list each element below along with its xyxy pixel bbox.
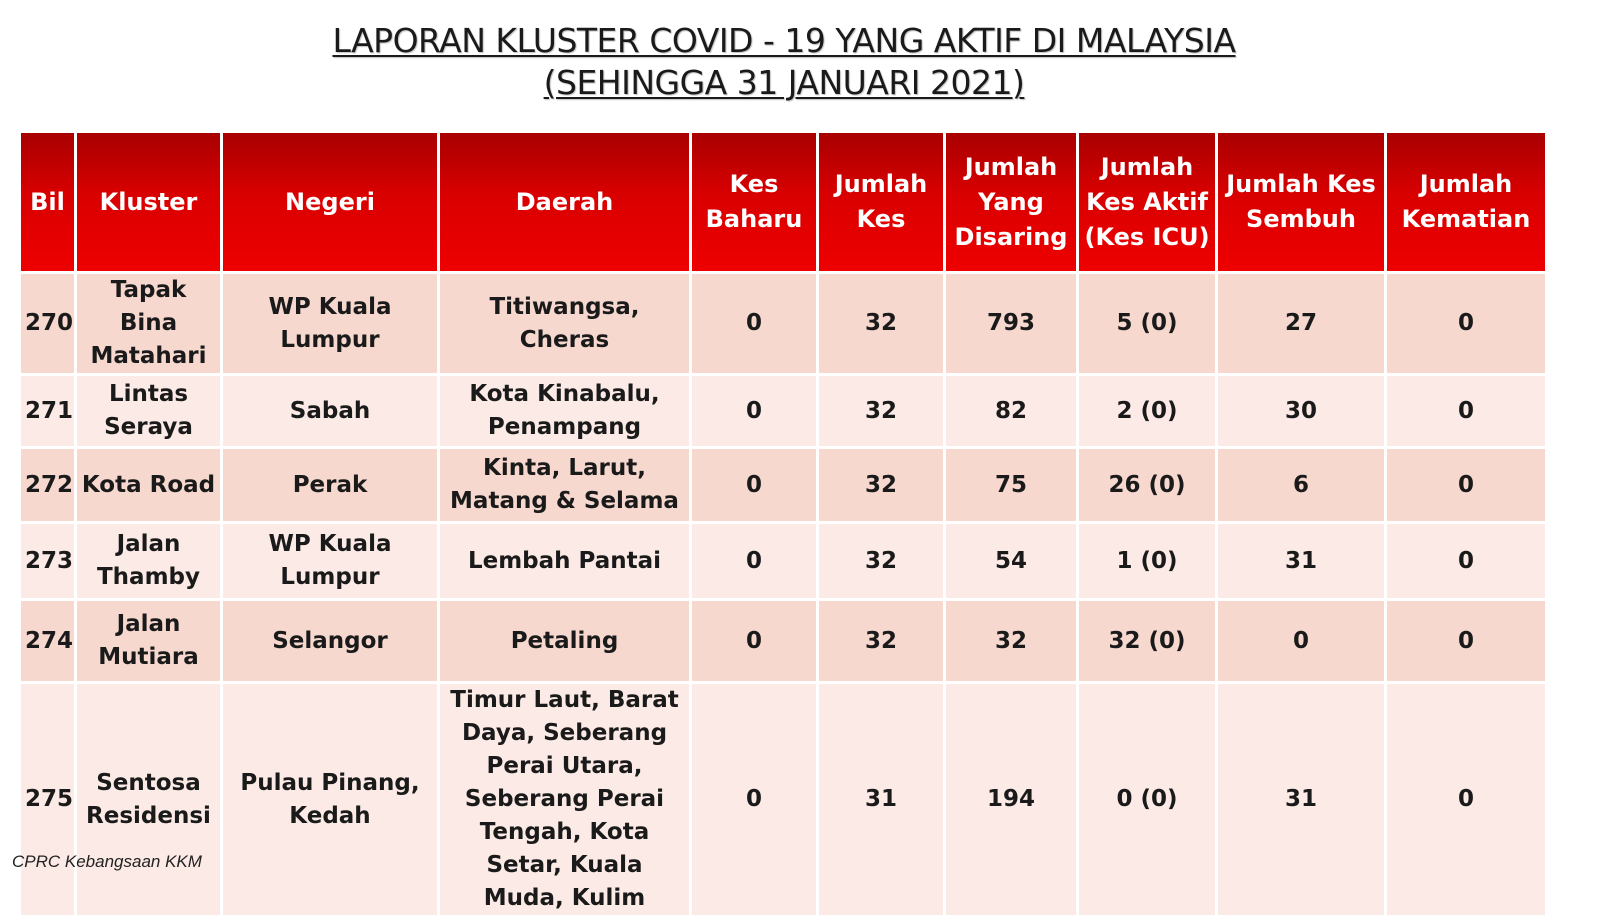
cell-jumlah-disaring: 793 — [946, 274, 1076, 373]
cell-kes-baharu: 0 — [692, 274, 816, 373]
cell-kes-baharu: 0 — [692, 684, 816, 915]
cell-jumlah-kes: 32 — [819, 449, 943, 521]
cell-jumlah-kes-sembuh: 31 — [1218, 684, 1384, 915]
cell-negeri: Sabah — [223, 376, 437, 446]
cell-negeri: WP Kuala Lumpur — [223, 274, 437, 373]
cell-kes-baharu: 0 — [692, 449, 816, 521]
table-row — [21, 274, 1545, 373]
cell-kes-baharu: 0 — [692, 524, 816, 598]
cell-jumlah-kes-aktif: 1 (0) — [1079, 524, 1215, 598]
cell-kes-baharu: 0 — [692, 376, 816, 446]
cell-daerah: Kinta, Larut, Matang & Selama — [440, 449, 689, 521]
header-jumlah-kes-sembuh: Jumlah Kes Sembuh — [1218, 133, 1384, 271]
cell-jumlah-kes-sembuh: 6 — [1218, 449, 1384, 521]
cell-bil: 273 — [21, 524, 74, 598]
table-row — [21, 524, 1545, 598]
cell-jumlah-kematian: 0 — [1387, 684, 1545, 915]
cell-jumlah-kes: 32 — [819, 601, 943, 681]
cell-negeri: Selangor — [223, 601, 437, 681]
header-bil: Bil — [21, 133, 74, 271]
report-title — [0, 20, 1568, 104]
cell-daerah: Titiwangsa, Cheras — [440, 274, 689, 373]
cell-bil: 271 — [21, 376, 74, 446]
header-kes-baharu: Kes Baharu — [692, 133, 816, 271]
cell-jumlah-disaring: 194 — [946, 684, 1076, 915]
cell-jumlah-disaring: 32 — [946, 601, 1076, 681]
cell-kes-baharu: 0 — [692, 601, 816, 681]
cell-daerah: Timur Laut, Barat Daya, Seberang Perai Utara, Seberang Perai Tengah, Kota Setar, Kuala Muda, Kulim — [440, 684, 689, 915]
cell-jumlah-kes-sembuh: 31 — [1218, 524, 1384, 598]
table-row — [21, 376, 1545, 446]
table-row — [21, 684, 1545, 915]
cell-jumlah-kematian: 0 — [1387, 524, 1545, 598]
cell-jumlah-kematian: 0 — [1387, 601, 1545, 681]
cell-jumlah-kematian: 0 — [1387, 274, 1545, 373]
header-jumlah-kes: Jumlah Kes — [819, 133, 943, 271]
cell-bil: 272 — [21, 449, 74, 521]
cell-jumlah-disaring: 54 — [946, 524, 1076, 598]
cell-jumlah-kes-sembuh: 30 — [1218, 376, 1384, 446]
cell-kluster: Lintas Seraya — [77, 376, 220, 446]
cell-jumlah-kes: 31 — [819, 684, 943, 915]
header-jumlah-kematian: Jumlah Kematian — [1387, 133, 1545, 271]
cell-kluster: Tapak Bina Matahari — [77, 274, 220, 373]
cell-kluster: Sentosa Residensi — [77, 684, 220, 915]
cell-kluster: Jalan Mutiara — [77, 601, 220, 681]
cell-daerah: Kota Kinabalu, Penampang — [440, 376, 689, 446]
header-kluster: Kluster — [77, 133, 220, 271]
cell-negeri: Perak — [223, 449, 437, 521]
cell-negeri: WP Kuala Lumpur — [223, 524, 437, 598]
cell-jumlah-kematian: 0 — [1387, 449, 1545, 521]
cell-jumlah-kes-aktif: 32 (0) — [1079, 601, 1215, 681]
cell-negeri: Pulau Pinang, Kedah — [223, 684, 437, 915]
header-jumlah-kes-aktif: Jumlah Kes Aktif (Kes ICU) — [1079, 133, 1215, 271]
table-header-row — [21, 133, 1545, 271]
cell-jumlah-disaring: 75 — [946, 449, 1076, 521]
cell-jumlah-disaring: 82 — [946, 376, 1076, 446]
header-daerah: Daerah — [440, 133, 689, 271]
cell-bil: 275 — [21, 684, 74, 915]
cell-jumlah-kes-aktif: 5 (0) — [1079, 274, 1215, 373]
cluster-table — [18, 130, 1548, 918]
table-row — [21, 449, 1545, 521]
cell-kluster: Kota Road — [77, 449, 220, 521]
source-note: CPRC Kebangsaan KKM — [12, 852, 202, 871]
cell-jumlah-kes: 32 — [819, 376, 943, 446]
cell-jumlah-kes-sembuh: 27 — [1218, 274, 1384, 373]
cell-jumlah-kematian: 0 — [1387, 376, 1545, 446]
header-negeri: Negeri — [223, 133, 437, 271]
cell-bil: 274 — [21, 601, 74, 681]
title-line-2: (SEHINGGA 31 JANUARI 2021) — [543, 63, 1025, 102]
header-jumlah-disaring: Jumlah Yang Disaring — [946, 133, 1076, 271]
title-line-1: LAPORAN KLUSTER COVID - 19 YANG AKTIF DI MALAYSIA — [332, 21, 1236, 60]
cell-jumlah-kes-aktif: 26 (0) — [1079, 449, 1215, 521]
cell-jumlah-kes-aktif: 0 (0) — [1079, 684, 1215, 915]
cell-daerah: Lembah Pantai — [440, 524, 689, 598]
cell-daerah: Petaling — [440, 601, 689, 681]
cell-jumlah-kes-sembuh: 0 — [1218, 601, 1384, 681]
table-row — [21, 601, 1545, 681]
cell-bil: 270 — [21, 274, 74, 373]
cell-kluster: Jalan Thamby — [77, 524, 220, 598]
cell-jumlah-kes: 32 — [819, 274, 943, 373]
cell-jumlah-kes-aktif: 2 (0) — [1079, 376, 1215, 446]
cell-jumlah-kes: 32 — [819, 524, 943, 598]
